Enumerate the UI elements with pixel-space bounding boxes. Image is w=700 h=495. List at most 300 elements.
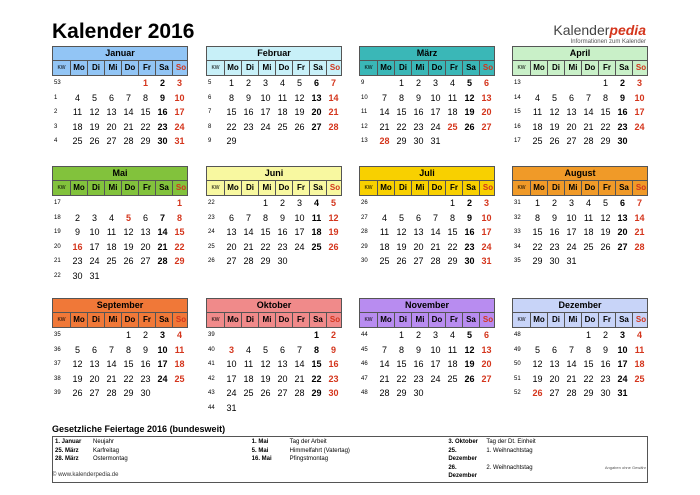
weekday-label: Do: [121, 61, 138, 75]
week-number: 40: [208, 346, 215, 353]
month-april: [512, 46, 648, 149]
weekday-label: Sa: [309, 181, 326, 195]
day-cell: 7: [125, 92, 131, 103]
day-cell: 2: [159, 78, 165, 88]
day-cell: 13: [311, 92, 322, 103]
day-cell: 11: [447, 92, 458, 103]
day-cell: 11: [634, 344, 645, 355]
day-cell: 22: [260, 241, 271, 252]
weekday-label: Do: [581, 313, 598, 327]
week-row: [52, 120, 188, 135]
day-cell: [308, 134, 325, 149]
week-row: [359, 196, 495, 211]
day-cell: 18: [532, 121, 543, 132]
week-number: 21: [54, 258, 61, 264]
weekday-label: So: [172, 61, 189, 75]
week-number: 24: [208, 229, 215, 235]
day-cell: 5: [466, 78, 472, 88]
day-cell: 29: [583, 388, 594, 398]
weekday-label: So: [479, 181, 496, 195]
weekday-label: Mo: [530, 313, 547, 327]
weekday-label: Sa: [462, 61, 479, 75]
day-cell: 2: [415, 330, 421, 340]
weekday-label: Fr: [292, 181, 309, 195]
holiday-name: Pfingstmontag: [289, 456, 329, 462]
day-cell: 29: [396, 136, 407, 146]
day-cell: [291, 401, 308, 416]
brand-subtitle: Informationen zum Kalender: [570, 39, 646, 45]
day-cell: 23: [617, 121, 628, 132]
day-cell: 16: [617, 107, 628, 117]
day-cell: [478, 386, 495, 401]
day-cell: 25: [634, 373, 645, 384]
day-cell: 8: [534, 212, 540, 223]
day-cell: 16: [464, 227, 475, 237]
day-cell: 10: [566, 212, 577, 223]
weekday-label: So: [172, 181, 189, 195]
page-title: Kalender 2016: [52, 20, 195, 43]
day-cell: 12: [549, 107, 560, 117]
month-name: August: [512, 166, 648, 181]
day-cell: 4: [313, 198, 319, 208]
holiday-name: Ostermontag: [93, 456, 128, 462]
weekday-label: Mo: [377, 61, 394, 75]
day-cell: 23: [413, 373, 424, 384]
day-cell: [546, 328, 563, 343]
weekday-header: [512, 313, 648, 328]
day-cell: 25: [243, 388, 254, 398]
day-cell: 23: [157, 121, 168, 132]
weekday-label: Mi: [104, 61, 121, 75]
week-number: 48: [361, 390, 368, 396]
day-cell: 27: [89, 388, 100, 398]
week-number: 2: [54, 109, 58, 115]
day-cell: 2: [330, 330, 336, 340]
weekday-label: So: [326, 61, 343, 75]
weekday-label: Mo: [530, 181, 547, 195]
week-number: 47: [361, 375, 368, 382]
week-row: [206, 196, 342, 211]
day-cell: 17: [226, 373, 237, 384]
day-cell: 12: [464, 92, 475, 103]
day-cell: 12: [532, 359, 543, 369]
day-cell: 21: [328, 107, 339, 117]
day-cell: 17: [89, 241, 100, 252]
day-cell: 3: [432, 330, 438, 340]
day-cell: 3: [296, 198, 302, 208]
week-row: [52, 196, 188, 211]
day-cell: 1: [534, 198, 540, 208]
day-cell: 6: [619, 198, 625, 208]
week-number: 31: [514, 200, 521, 206]
weekday-label: Do: [121, 181, 138, 195]
weekday-label: Fr: [138, 181, 155, 195]
day-cell: 30: [413, 136, 424, 146]
day-cell: 22: [447, 241, 458, 252]
day-cell: 3: [568, 198, 574, 208]
day-cell: 14: [294, 359, 305, 369]
day-cell: 7: [568, 344, 574, 355]
day-cell: 26: [600, 241, 611, 252]
day-cell: 4: [176, 330, 182, 340]
week-number: 10: [361, 94, 368, 101]
day-cell: 6: [313, 78, 319, 88]
day-cell: 15: [396, 107, 407, 117]
day-cell: 26: [532, 388, 543, 398]
day-cell: 7: [159, 212, 165, 223]
day-cell: 26: [396, 256, 407, 266]
holiday-item: [55, 438, 252, 447]
week-row: [206, 225, 342, 240]
month-juni: [206, 166, 342, 269]
week-number: 37: [54, 361, 61, 367]
day-cell: 12: [464, 344, 475, 355]
day-cell: [461, 134, 478, 149]
week-row: [359, 254, 495, 269]
day-cell: 9: [279, 212, 285, 223]
week-number: 15: [514, 109, 521, 115]
day-cell: 29: [532, 256, 543, 266]
day-cell: 1: [585, 330, 591, 340]
weekday-label: Mo: [530, 61, 547, 75]
weekday-label: Mi: [104, 313, 121, 327]
day-cell: 27: [106, 136, 117, 146]
day-cell: [69, 196, 86, 211]
day-cell: 23: [464, 241, 475, 252]
day-cell: [614, 254, 631, 269]
week-row: [52, 225, 188, 240]
day-cell: 23: [72, 256, 83, 266]
day-cell: 14: [379, 359, 390, 369]
weekday-header: [206, 181, 342, 196]
day-cell: 4: [108, 212, 114, 223]
month-januar: [52, 46, 188, 149]
day-cell: [393, 196, 410, 211]
day-cell: 1: [602, 78, 608, 88]
week-number: 38: [54, 375, 61, 382]
day-cell: 14: [566, 359, 577, 369]
week-row: [52, 357, 188, 372]
weekday-label: Sa: [462, 313, 479, 327]
month-name: März: [359, 46, 495, 61]
weekday-label: So: [479, 61, 496, 75]
day-cell: 9: [159, 92, 165, 103]
holiday-item: [448, 447, 645, 464]
day-cell: 30: [72, 270, 83, 281]
day-cell: 9: [415, 344, 421, 355]
day-cell: 29: [140, 136, 151, 146]
day-cell: [137, 196, 154, 211]
holiday-date: 26. Dezember: [448, 464, 478, 479]
day-cell: [291, 254, 308, 269]
day-cell: [291, 328, 308, 343]
day-cell: 18: [277, 107, 288, 117]
day-cell: 20: [311, 107, 322, 117]
day-cell: 24: [174, 121, 185, 132]
day-cell: 17: [617, 359, 628, 369]
day-cell: 17: [430, 359, 441, 369]
day-cell: 15: [583, 359, 594, 369]
day-cell: 3: [176, 78, 182, 88]
day-cell: 23: [243, 121, 254, 132]
holiday-item: [252, 455, 449, 464]
day-cell: 21: [106, 373, 117, 384]
day-cell: 21: [566, 373, 577, 384]
day-cell: 6: [568, 92, 574, 103]
month-name: April: [512, 46, 648, 61]
month-name: Februar: [206, 46, 342, 61]
day-cell: [86, 328, 103, 343]
holiday-date: 3. Oktober: [448, 439, 479, 445]
day-cell: 12: [600, 212, 611, 223]
day-cell: 16: [72, 241, 83, 252]
month-name: November: [359, 298, 495, 313]
weekday-label: Di: [241, 313, 258, 327]
day-cell: 19: [123, 241, 134, 252]
day-cell: 19: [89, 121, 100, 132]
day-cell: 10: [430, 92, 441, 103]
week-number: 14: [514, 94, 521, 101]
day-cell: 2: [142, 330, 148, 340]
week-number: 8: [208, 123, 212, 130]
week-number: 9: [361, 80, 365, 86]
day-cell: 28: [379, 388, 390, 398]
day-cell: 20: [106, 121, 117, 132]
week-number-header: KW: [364, 317, 373, 323]
day-cell: 26: [464, 373, 475, 384]
day-cell: 15: [174, 227, 185, 237]
day-cell: 9: [245, 92, 251, 103]
day-cell: 19: [260, 373, 271, 384]
day-cell: 5: [262, 344, 268, 355]
month-name: Oktober: [206, 298, 342, 313]
week-row: [359, 328, 495, 343]
day-cell: 30: [277, 256, 288, 266]
day-cell: [563, 76, 580, 91]
week-row: [206, 386, 342, 401]
day-cell: [257, 401, 274, 416]
day-cell: 24: [566, 241, 577, 252]
day-cell: 30: [617, 136, 628, 146]
weekday-label: Mi: [564, 313, 581, 327]
day-cell: 24: [481, 241, 492, 252]
holiday-date: 1. Mai: [251, 439, 269, 445]
day-cell: [240, 134, 257, 149]
month-name: Januar: [52, 46, 188, 61]
day-cell: 22: [583, 373, 594, 384]
holidays-table: [52, 436, 648, 483]
day-cell: 19: [396, 241, 407, 252]
week-number: 22: [208, 200, 215, 206]
day-cell: 24: [294, 241, 305, 252]
day-cell: 5: [398, 212, 404, 223]
weekday-label: Di: [394, 181, 411, 195]
day-cell: 5: [330, 198, 336, 208]
week-number: 28: [361, 229, 368, 235]
day-cell: 18: [379, 241, 390, 252]
week-row: [206, 120, 342, 135]
week-row: [206, 254, 342, 269]
weekday-label: Mo: [377, 181, 394, 195]
weekday-label: Do: [581, 181, 598, 195]
day-cell: 13: [617, 212, 628, 223]
week-number: 7: [208, 109, 212, 115]
day-cell: 30: [549, 256, 560, 266]
weekday-label: Fr: [292, 61, 309, 75]
weekday-label: Fr: [292, 313, 309, 327]
weekday-label: So: [632, 181, 649, 195]
day-cell: 4: [449, 78, 455, 88]
day-cell: 3: [91, 212, 97, 223]
day-cell: 31: [566, 256, 577, 266]
holiday-item: [252, 438, 449, 447]
day-cell: 21: [123, 121, 134, 132]
day-cell: [120, 76, 137, 91]
day-cell: 31: [174, 136, 185, 146]
weekday-label: Mo: [224, 61, 241, 75]
weekday-label: Sa: [615, 181, 632, 195]
weekday-label: So: [632, 313, 649, 327]
month-mai: [52, 166, 188, 283]
weekday-label: Fr: [445, 181, 462, 195]
weekday-label: Di: [87, 313, 104, 327]
day-cell: 15: [532, 227, 543, 237]
week-number: 44: [361, 332, 368, 338]
weekday-label: So: [172, 313, 189, 327]
weekday-label: Sa: [309, 313, 326, 327]
month-november: [359, 298, 495, 401]
week-row: [359, 91, 495, 106]
day-cell: 30: [413, 388, 424, 398]
week-row: [206, 357, 342, 372]
day-cell: 12: [328, 212, 339, 223]
week-number: 39: [208, 332, 215, 338]
holiday-name: Tag der Dt. Einheit: [486, 439, 536, 445]
day-cell: 29: [174, 256, 185, 266]
day-cell: 30: [157, 136, 168, 146]
day-cell: 11: [583, 212, 594, 223]
week-number: 30: [361, 258, 368, 264]
weekday-label: So: [326, 313, 343, 327]
day-cell: 27: [311, 121, 322, 132]
holiday-date: 5. Mai: [251, 447, 269, 454]
day-cell: 14: [430, 227, 441, 237]
day-cell: [86, 196, 103, 211]
day-cell: 2: [279, 198, 285, 208]
day-cell: [325, 254, 342, 269]
week-row: [512, 328, 648, 343]
day-cell: [223, 196, 240, 211]
weekday-label: Mo: [70, 61, 87, 75]
day-cell: [257, 328, 274, 343]
brand-logo: [553, 22, 646, 45]
day-cell: [427, 196, 444, 211]
day-cell: 28: [566, 388, 577, 398]
day-cell: 13: [89, 359, 100, 369]
week-number-header: KW: [517, 317, 526, 323]
day-cell: 31: [89, 270, 100, 281]
day-cell: 20: [226, 241, 237, 252]
day-cell: 16: [549, 227, 560, 237]
day-cell: 23: [328, 373, 339, 384]
weekday-label: Di: [547, 61, 564, 75]
day-cell: 14: [243, 227, 254, 237]
day-cell: 2: [466, 198, 472, 208]
day-cell: 17: [174, 107, 185, 117]
weekday-label: Fr: [445, 61, 462, 75]
day-cell: 10: [260, 92, 271, 103]
weekday-label: Mi: [104, 181, 121, 195]
week-number: 16: [514, 123, 521, 130]
weekday-label: Do: [428, 61, 445, 75]
week-number: 1: [54, 94, 58, 101]
day-cell: 29: [396, 388, 407, 398]
week-row: [206, 343, 342, 358]
weekday-label: Do: [428, 181, 445, 195]
day-cell: 18: [583, 227, 594, 237]
holiday-date: 25. Dezember: [448, 447, 478, 462]
week-number: 27: [361, 214, 368, 221]
week-number-header: KW: [517, 65, 526, 71]
day-cell: 10: [89, 227, 100, 237]
day-cell: 25: [583, 241, 594, 252]
day-cell: 17: [634, 107, 645, 117]
day-cell: 6: [483, 78, 489, 88]
week-row: [512, 105, 648, 120]
day-cell: 23: [140, 373, 151, 384]
week-row: [52, 76, 188, 91]
day-cell: 12: [396, 227, 407, 237]
week-row: [359, 211, 495, 226]
day-cell: 11: [72, 107, 83, 117]
day-cell: 13: [549, 359, 560, 369]
day-cell: 18: [634, 359, 645, 369]
week-number: 22: [54, 272, 61, 279]
week-number: 51: [514, 375, 521, 382]
day-cell: 3: [228, 344, 234, 355]
week-number: 5: [208, 80, 212, 86]
day-cell: [86, 76, 103, 91]
day-cell: [631, 134, 648, 149]
week-row: [52, 211, 188, 226]
day-cell: 13: [481, 92, 492, 103]
day-cell: 14: [106, 359, 117, 369]
day-cell: 4: [636, 330, 642, 340]
week-number: 12: [361, 123, 368, 130]
week-number-header: KW: [57, 65, 66, 71]
day-cell: 31: [617, 388, 628, 398]
day-cell: [120, 196, 137, 211]
day-cell: [325, 134, 342, 149]
week-row: [206, 372, 342, 387]
weekday-label: Di: [394, 313, 411, 327]
day-cell: 18: [174, 359, 185, 369]
weekday-label: Sa: [615, 313, 632, 327]
day-cell: 3: [619, 330, 625, 340]
holiday-date: 1. Januar: [55, 439, 82, 445]
week-number: 25: [208, 243, 215, 250]
weekday-label: Sa: [155, 61, 172, 75]
weekday-label: Do: [581, 61, 598, 75]
day-cell: 9: [330, 344, 336, 355]
day-cell: 11: [379, 227, 390, 237]
day-cell: 20: [566, 121, 577, 132]
day-cell: 8: [585, 344, 591, 355]
day-cell: 23: [277, 241, 288, 252]
day-cell: 6: [415, 212, 421, 223]
day-cell: 28: [379, 136, 390, 146]
week-number: 35: [514, 258, 521, 264]
